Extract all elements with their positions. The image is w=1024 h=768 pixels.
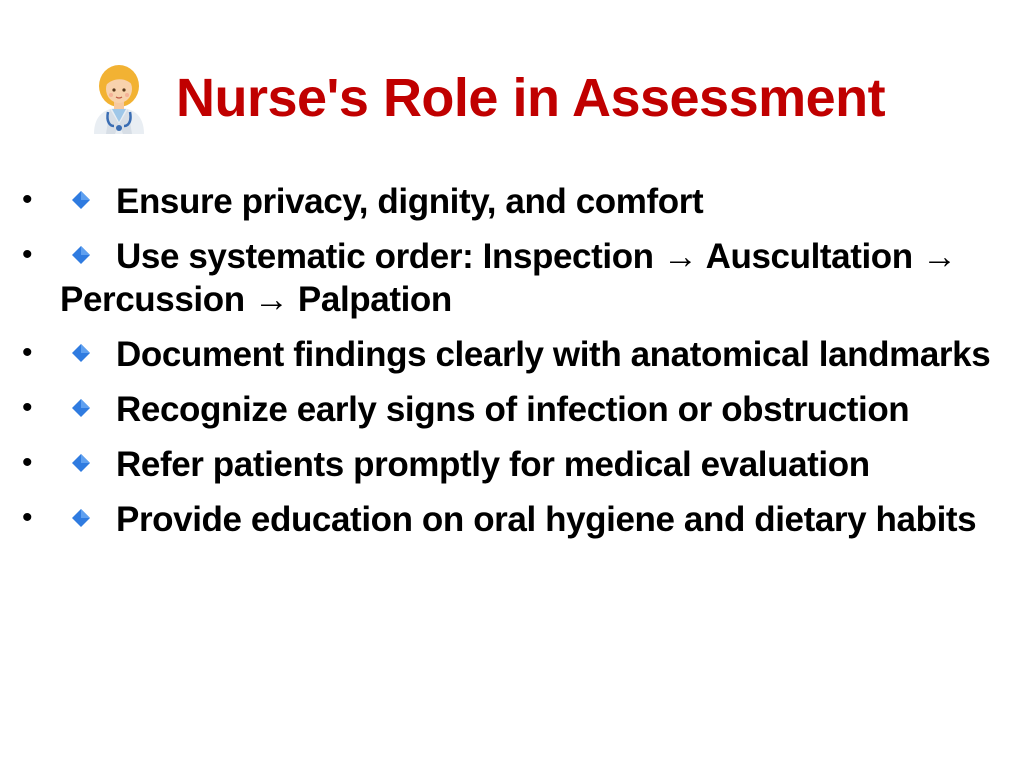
bullet-marker: • — [22, 238, 33, 271]
small-blue-diamond-icon — [70, 178, 92, 200]
bullet-text: Use systematic order: Inspection → Auscultation → Percussion → Palpation — [60, 237, 957, 319]
bullet-item — [0, 331, 1024, 376]
bullet-item — [0, 178, 1024, 223]
bullet-marker: • — [22, 183, 33, 216]
bullet-marker: • — [22, 501, 33, 534]
bullet-text: Provide education on oral hygiene and dietary habits — [116, 500, 977, 539]
bullet-text: Recognize early signs of infection or obstruction — [116, 390, 910, 429]
small-blue-diamond-icon — [70, 331, 92, 353]
bullet-marker: • — [22, 391, 33, 424]
bullet-text: Ensure privacy, dignity, and comfort — [116, 182, 704, 221]
small-blue-diamond-icon — [70, 441, 92, 463]
bullet-item — [0, 233, 1024, 321]
small-blue-diamond-icon — [70, 233, 92, 255]
bullet-marker: • — [22, 446, 33, 479]
bullet-item — [0, 386, 1024, 431]
small-blue-diamond-icon — [70, 386, 92, 408]
small-blue-diamond-icon — [70, 496, 92, 518]
bullet-marker: • — [22, 336, 33, 369]
health-worker-woman-icon — [88, 62, 150, 134]
bullet-item — [0, 496, 1024, 541]
bullet-text: Document findings clearly with anatomical landmarks — [116, 335, 991, 374]
bullet-item — [0, 441, 1024, 486]
bullet-text: Refer patients promptly for medical evaluation — [116, 445, 870, 484]
slide-title: Nurse's Role in Assessment — [176, 68, 886, 128]
bullet-list — [0, 178, 1024, 551]
title-row — [88, 58, 988, 138]
